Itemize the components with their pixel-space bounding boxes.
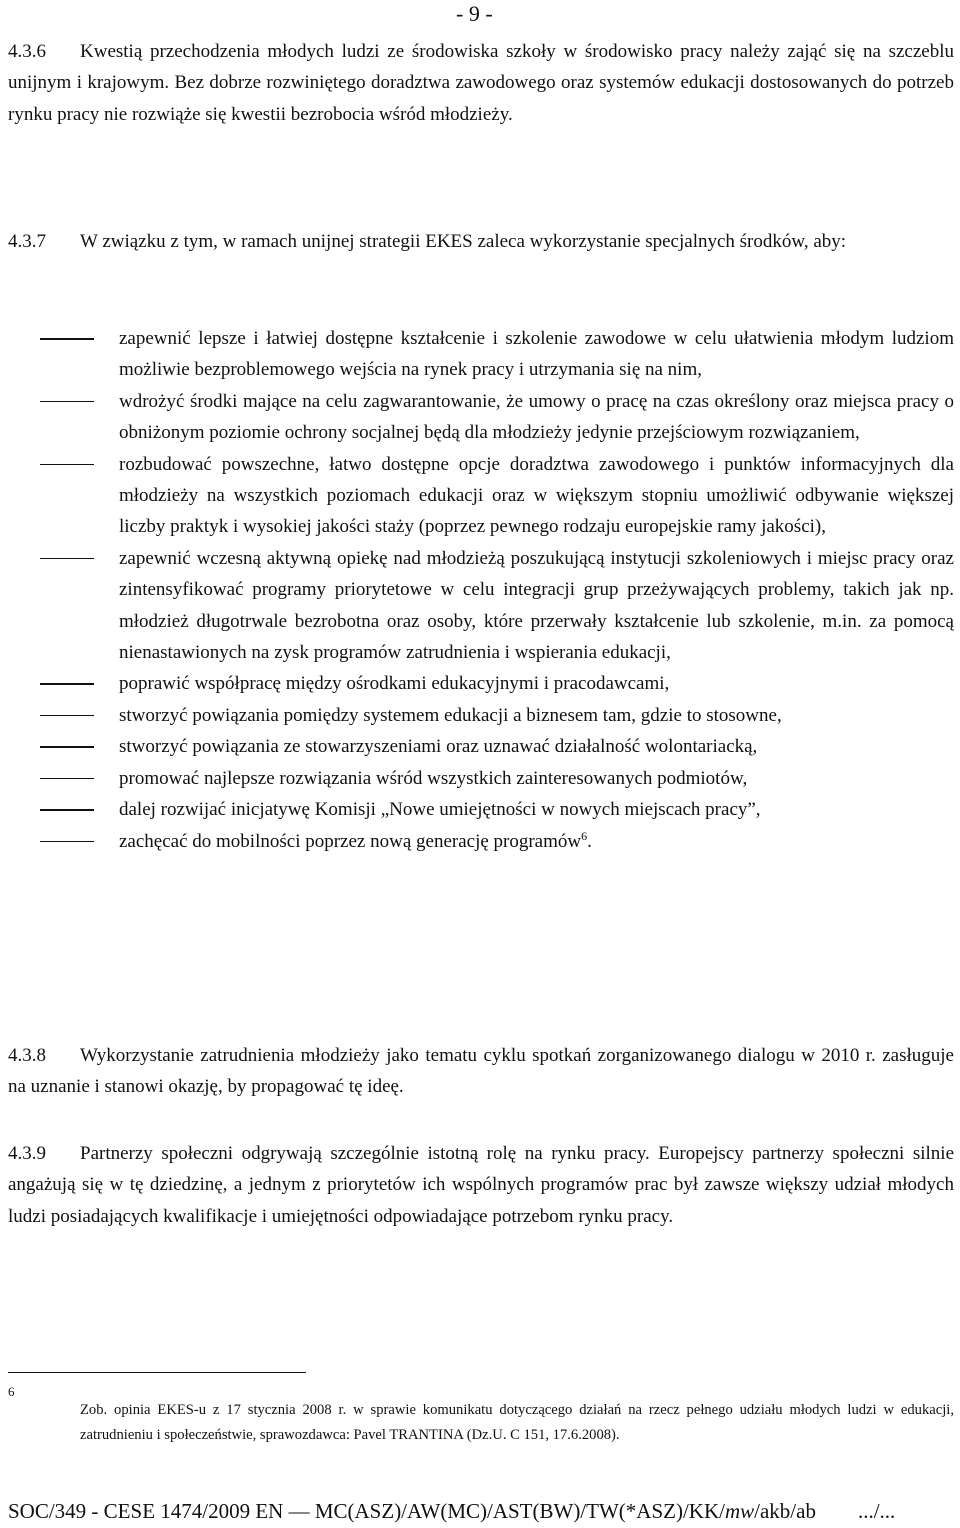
document-footer: [8, 1497, 954, 1525]
list-item: [40, 323, 954, 386]
list-item: [40, 449, 954, 543]
paragraph-number: 4.3.6: [8, 41, 46, 62]
list-item: [40, 731, 954, 762]
paragraph-number: 4.3.8: [8, 1045, 46, 1066]
list-item-tail: .: [587, 830, 592, 852]
list-item: [40, 826, 954, 857]
footnote-text: Zob. opinia EKES-u z 17 stycznia 2008 r. w sprawie komunikatu dotyczącego działań na rzecz pełnego udziału młodych ludzi w edukacji, zatrudnieniu i społeczeństwie, sprawozdawca: Pavel TRANTINA (Dz.U. C 151, 17.6.2008).: [80, 1402, 954, 1443]
dash-bullet-icon: [40, 558, 94, 560]
dash-bullet-icon: [40, 401, 94, 403]
list-item-text: poprawić współpracę między ośrodkami edukacyjnymi i pracodawcami,: [119, 673, 670, 695]
list-item: [40, 700, 954, 731]
list-item-text: stworzyć powiązania pomiędzy systemem edukacji a biznesem tam, gdzie to stosowne,: [119, 704, 782, 726]
dash-bullet-icon: [40, 338, 94, 340]
dash-bullet-icon: [40, 809, 94, 811]
footer-reference: SOC/349 - CESE 1474/2009 EN — MC(ASZ)/AW(MC)/AST(BW)/TW(*ASZ)/KK/: [8, 1499, 725, 1523]
footer-initials: mw: [724, 1499, 755, 1523]
list-item: [40, 543, 954, 669]
paragraph-4-3-8: [8, 1040, 954, 1103]
dash-bullet-icon: [40, 841, 94, 843]
list-item: [40, 763, 954, 794]
dash-bullet-icon: [40, 746, 94, 748]
list-item-text: dalej rozwijać inicjatywę Komisji „Nowe umiejętności w nowych miejscach pracy”,: [119, 799, 761, 821]
footnote-reference[interactable]: 6: [581, 828, 588, 843]
paragraph-text: Partnerzy społeczni odgrywają szczególnie istotną rolę na rynku pracy. Europejscy partnerzy społeczni silnie angażują się w tę dziedzinę, a jednym z priorytetów ich wspólnych programów prac był zawsze większy udział młodych ludzi posiadających kwalifikacje i umiejętności odpowiadające potrzebom rynku pracy.: [8, 1143, 954, 1227]
paragraph-4-3-6: [8, 36, 954, 130]
paragraph-text: Kwestią przechodzenia młodych ludzi ze środowiska szkoły w środowisko pracy należy zająć się na szczeblu unijnym i krajowym. Bez dobrze rozwiniętego doradztwa zawodowego oraz systemów edukacji dostosowanych do potrzeb rynku pracy nie rozwiąże się kwestii bezrobocia wśród młodzieży.: [8, 41, 954, 125]
paragraph-text: W związku z tym, w ramach unijnej strategii EKES zaleca wykorzystanie specjalnych środków, aby:: [80, 231, 847, 252]
paragraph-number: 4.3.9: [8, 1143, 46, 1164]
list-item-text: promować najlepsze rozwiązania wśród wszystkich zainteresowanych podmiotów,: [119, 767, 748, 789]
list-item-text: stworzyć powiązania ze stowarzyszeniami oraz uznawać działalność wolontariacką,: [119, 736, 758, 758]
paragraph-4-3-7: [8, 226, 954, 257]
list-item: [40, 668, 954, 699]
paragraph-text: Wykorzystanie zatrudnienia młodzieży jako tematu cyklu spotkań zorganizowanego dialogu w 2010 r. zasługuje na uznanie i stanowi okazję, by propagować tę ideę.: [8, 1045, 954, 1098]
footnote-mark: 6: [8, 1384, 15, 1399]
list-item: [40, 794, 954, 825]
dash-bullet-icon: [40, 778, 94, 780]
footnote-separator: [8, 1372, 306, 1373]
footer-reference-end: /akb/ab: [754, 1499, 816, 1523]
list-item-text: wdrożyć środki mające na celu zagwarantowanie, że umowy o pracę na czas określony oraz miejsca pracy o obniżonym poziomie ochrony socjalnej będą dla młodzieży jedynie przejściowym rozwiązaniem,: [119, 390, 954, 444]
list-item-text: zachęcać do mobilności poprzez nową generację programów: [119, 830, 582, 852]
measures-list: [40, 323, 954, 857]
paragraph-4-3-9: [8, 1138, 954, 1232]
list-item: [40, 386, 954, 449]
list-item-text: zapewnić wczesną aktywną opiekę nad młodzieżą poszukującą instytucji szkoleniowych i miejsc pracy oraz zintensyfikować programy priorytetowe w celu integracji grup przeżywających problemy, takich jak np. młodzież długotrwale bezrobotna oraz osoby, które przerwały kształcenie lub szkolenie, m.in. za pomocą nienastawionych na zysk programów zatrudnienia i wspierania edukacji,: [119, 547, 954, 664]
list-item-text: zapewnić lepsze i łatwiej dostępne kształcenie i szkolenie zawodowe w celu ułatwienia młodym ludziom możliwie bezproblemowego wejścia na rynek pracy i utrzymania się na nim,: [119, 328, 954, 381]
page-number: - 9 -: [456, 1, 493, 26]
continuation-mark: .../...: [857, 1499, 896, 1523]
dash-bullet-icon: [40, 683, 94, 685]
dash-bullet-icon: [40, 464, 94, 466]
dash-bullet-icon: [40, 715, 94, 717]
paragraph-number: 4.3.7: [8, 231, 46, 252]
list-item-text: rozbudować powszechne, łatwo dostępne opcje doradztwa zawodowego i punktów informacyjnych dla młodzieży na wszystkich poziomach edukacji oraz w większym stopniu umożliwić odbywanie większej liczby praktyk i wysokiej jakości staży (poprzez pewnego rodzaju europejskie ramy jakości),: [119, 453, 954, 538]
